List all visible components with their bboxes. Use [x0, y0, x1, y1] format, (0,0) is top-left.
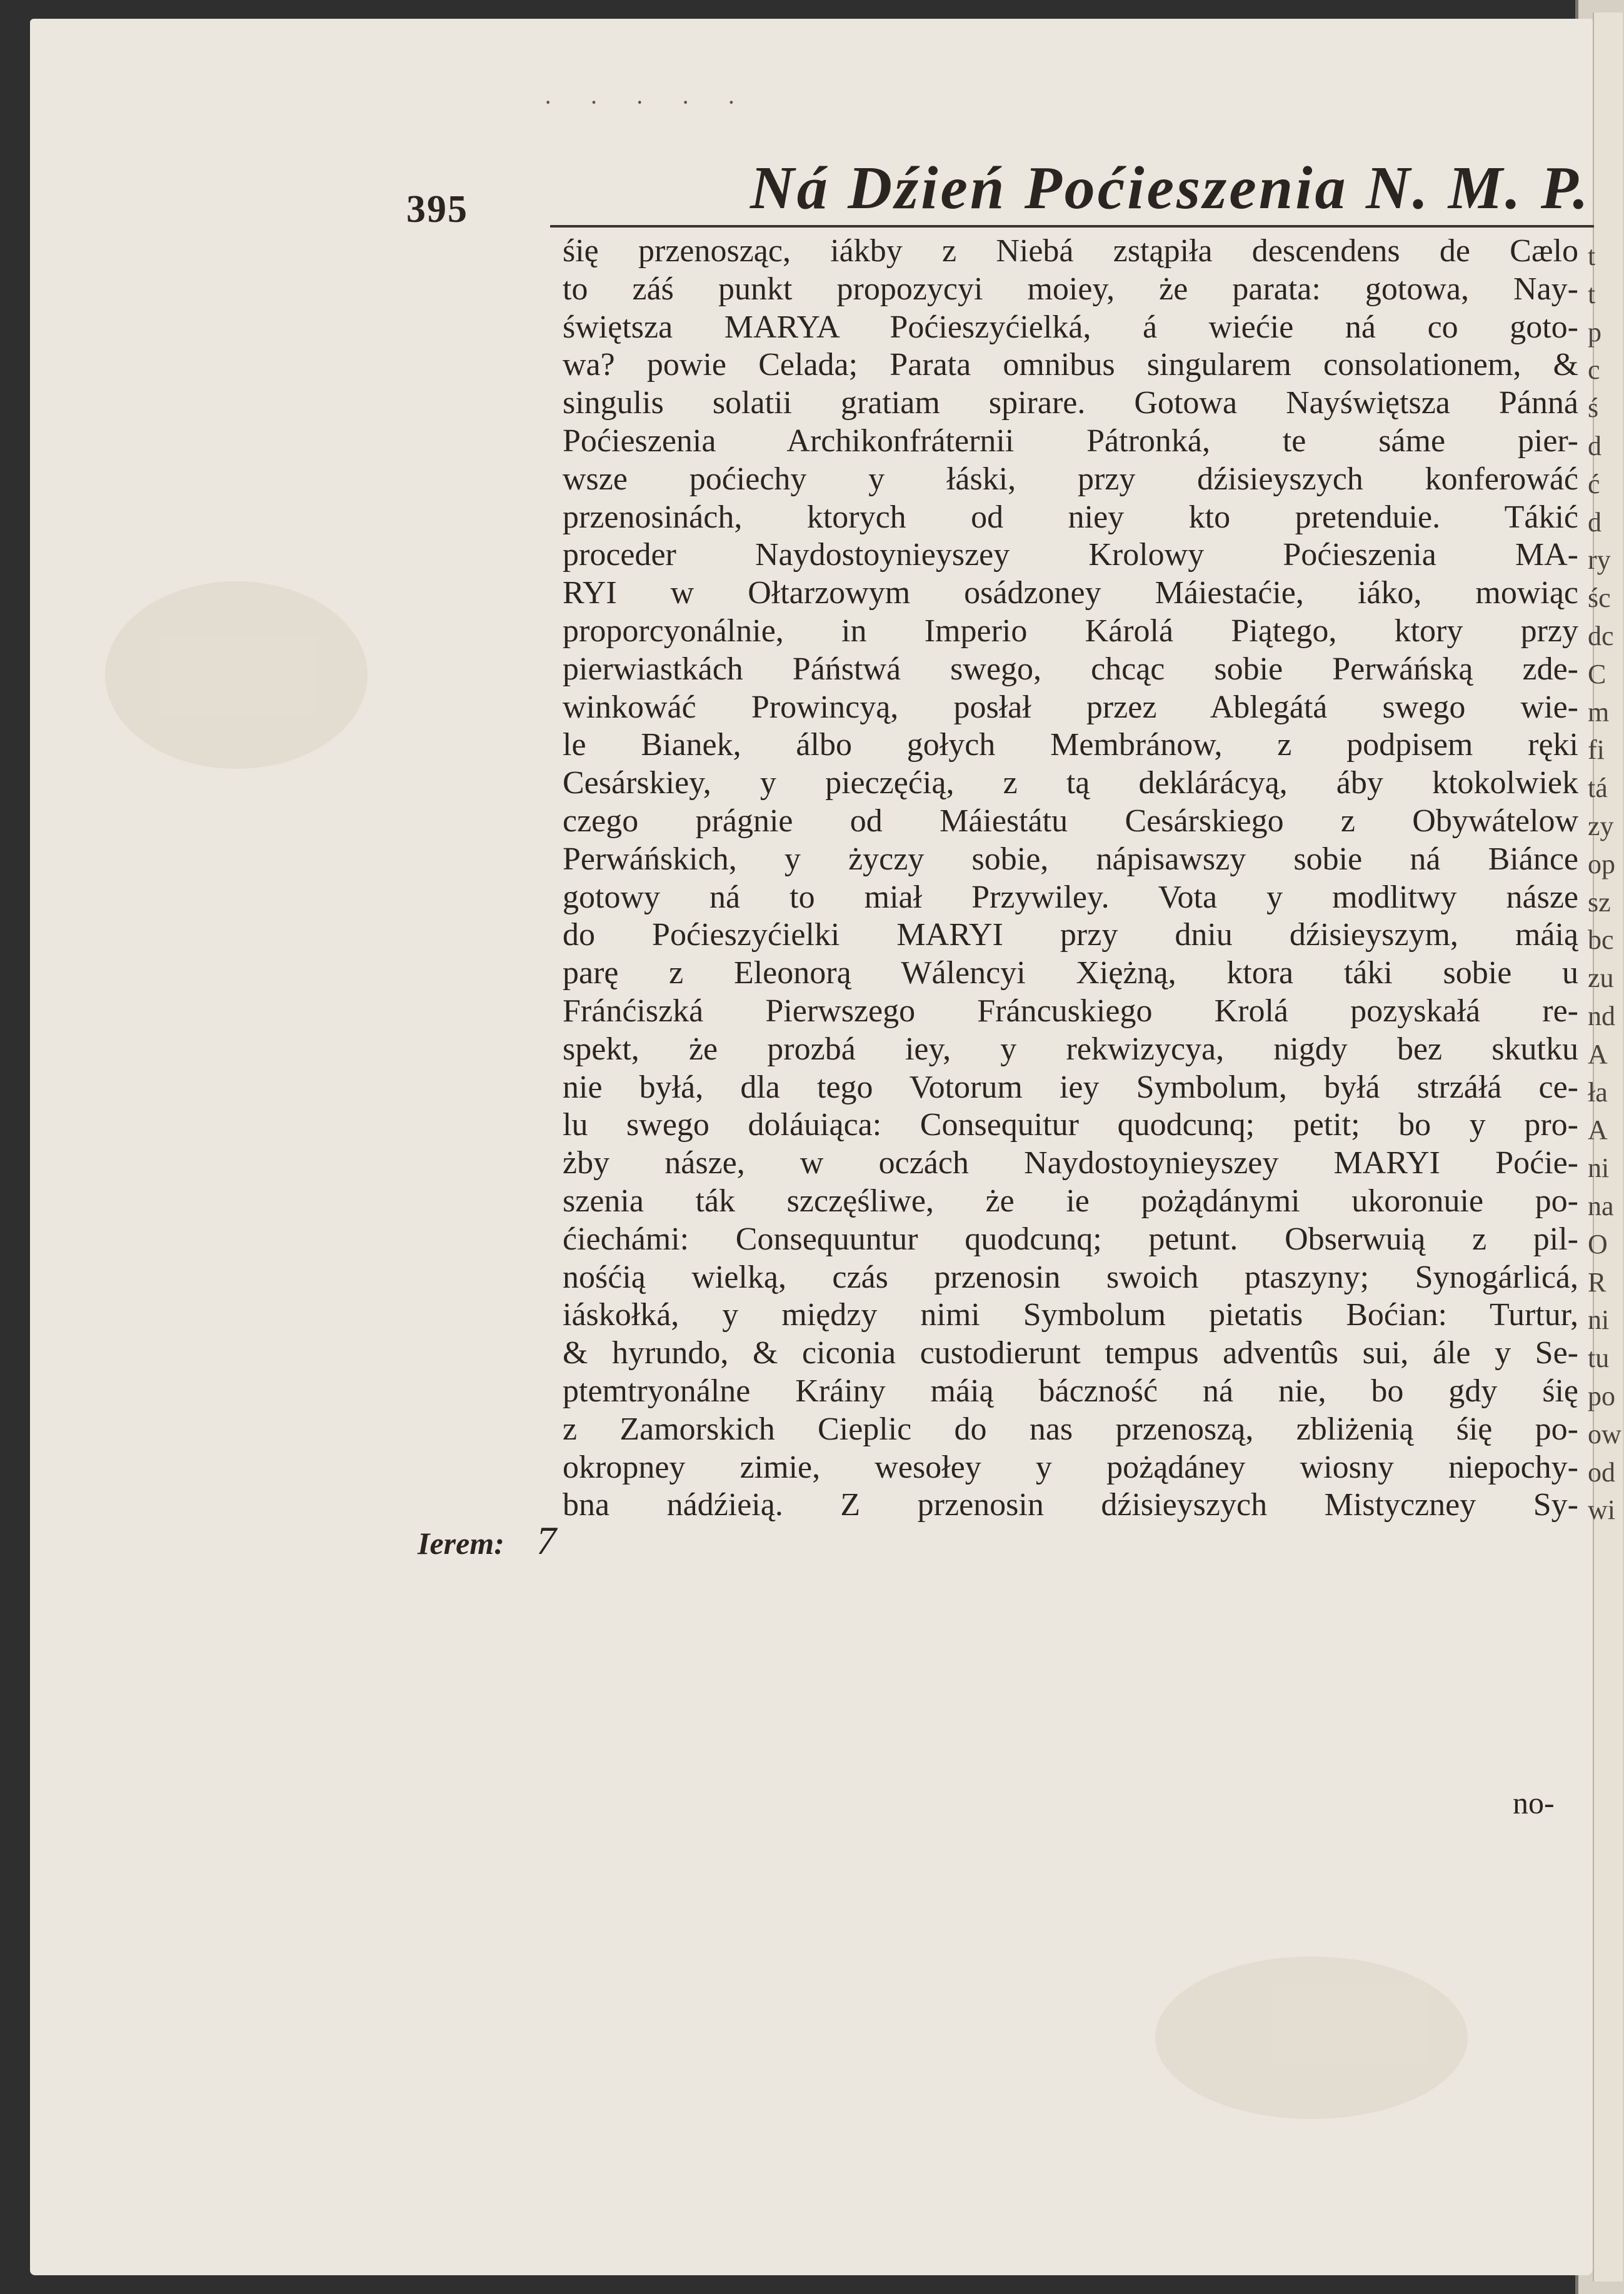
- text-line: nie byłá, dla tego Votorum iey Symbolum, byłá strzáłá ce-: [563, 1069, 1578, 1105]
- page-number: 395: [406, 188, 468, 231]
- facing-page-fragment: p: [1588, 316, 1601, 348]
- facing-page-fragment: ś: [1588, 393, 1599, 424]
- facing-page-fragment: t: [1588, 278, 1596, 309]
- text-line: szenia ták szczęśliwe, że ie pożądánymi ukoronuie po-: [563, 1183, 1578, 1219]
- facing-page-fragment: A: [1588, 1114, 1608, 1146]
- facing-page-fragment: od: [1588, 1456, 1615, 1488]
- text-line: ćiechámi: Consequuntur quodcunq; petunt. Obserwuią z pil-: [563, 1221, 1578, 1257]
- facing-page-text: [1588, 238, 1624, 1530]
- facing-page-fragment: O: [1588, 1228, 1608, 1260]
- text-line: proceder Naydostoynieyszey Krolowy Poćieszenia MA-: [563, 537, 1578, 573]
- facing-page-fragment: śc: [1588, 583, 1611, 614]
- catchword: no-: [1513, 1785, 1555, 1820]
- body-text: [563, 233, 1578, 1525]
- text-line: bna nádźieią. Z przenosin dźisieyszych Mistyczney Sy-: [563, 1487, 1578, 1523]
- facing-page-fragment: wi: [1588, 1495, 1615, 1526]
- margin-reference: Ierem:: [418, 1526, 504, 1561]
- facing-page-fragment: ow: [1588, 1418, 1621, 1450]
- facing-page-fragment: zu: [1588, 963, 1614, 994]
- facing-page-fragment: c: [1588, 354, 1600, 386]
- facing-page-fragment: zy: [1588, 810, 1614, 841]
- text-line: pierwiastkách Páństwá swego, chcąc sobie Perwáńską zde-: [563, 651, 1578, 687]
- text-line: winkowáć Prowincyą, posłał przez Ablegátá swego wie-: [563, 689, 1578, 725]
- text-line: parę z Eleonorą Wálencyi Xiężną, ktora táki sobie u: [563, 955, 1578, 991]
- facing-page-fragment: tu: [1588, 1343, 1610, 1374]
- facing-page-fragment: C: [1588, 658, 1606, 689]
- facing-page-fragment: ni: [1588, 1153, 1610, 1184]
- facing-page-fragment: fi: [1588, 734, 1605, 766]
- facing-page-fragment: t: [1588, 241, 1596, 271]
- facing-page-fragment: d: [1588, 430, 1601, 461]
- facing-page-fragment: A: [1588, 1038, 1608, 1069]
- text-line: wsze poćiechy y łáski, przy dźisieyszych konferowáć: [563, 461, 1578, 497]
- text-line: Poćieszenia Archikonfráternii Pátronká, te sáme pier-: [563, 423, 1578, 459]
- decorative-dots: ·····: [544, 88, 773, 116]
- text-line: przenosinách, ktorych od niey kto pretenduie. Tákić: [563, 499, 1578, 535]
- text-line: Cesárskiey, y pieczęćią, z tą deklárácyą, áby ktokolwiek: [563, 765, 1578, 801]
- facing-page-fragment: ry: [1588, 544, 1611, 576]
- paper-stain: [105, 581, 368, 769]
- text-line: do Poćieszyćielki MARYI przy dniu dźisieyszym, máią: [563, 917, 1578, 953]
- running-head: Ná Dźień Poćieszenia N. M. P.: [750, 154, 1591, 222]
- text-line: wa? powie Celada; Parata omnibus singularem consolationem, &: [563, 347, 1578, 383]
- text-line: Perwáńskich, y życzy sobie, nápisawszy sobie ná Biánce: [563, 841, 1578, 877]
- facing-page-fragment: op: [1588, 848, 1615, 879]
- text-line: singulis solatii gratiam spirare. Gotowa Nayświętsza Pánná: [563, 385, 1578, 421]
- text-line: gotowy ná to miał Przywiley. Vota y modlitwy násze: [563, 879, 1578, 915]
- text-line: le Bianek, álbo gołych Membránow, z podpisem ręki: [563, 727, 1578, 763]
- facing-page-fragment: tá: [1588, 773, 1608, 804]
- facing-page-fragment: bc: [1588, 924, 1614, 956]
- text-line: Fránćiszká Pierwszego Fráncuskiego Krolá pozyskałá re-: [563, 993, 1578, 1029]
- text-line: żby násze, w oczách Naydostoynieyszey MARYI Poćie-: [563, 1145, 1578, 1181]
- facing-page-fragment: ła: [1588, 1076, 1608, 1108]
- paper-stain: [1155, 1956, 1468, 2119]
- facing-page-fragment: d: [1588, 506, 1601, 538]
- facing-page-fragment: ni: [1588, 1305, 1610, 1336]
- text-line: to záś punkt propozycyi moiey, że parata: gotowa, Nay-: [563, 271, 1578, 307]
- facing-page-fragment: R: [1588, 1266, 1606, 1298]
- text-line: nośćią wielką, czás przenosin swoich ptaszyny; Synogárlicá,: [563, 1259, 1578, 1295]
- text-line: iáskołká, y między nimi Symbolum pietatis Boćian: Turtur,: [563, 1297, 1578, 1333]
- facing-page-fragment: po: [1588, 1380, 1615, 1411]
- text-line: & hyrundo, & ciconia custodierunt tempus adventûs sui, ále y Se-: [563, 1335, 1578, 1371]
- text-line: śię przenosząc, iákby z Niebá zstąpiła descendens de Cælo: [563, 233, 1578, 269]
- margin-verse-number: 7: [536, 1518, 556, 1563]
- text-line: z Zamorskich Cieplic do nas przenoszą, zbliżenią śię po-: [563, 1411, 1578, 1447]
- header-rule: [550, 225, 1594, 228]
- facing-page-fragment: dc: [1588, 620, 1614, 651]
- text-line: proporcyonálnie, in Imperio Károlá Piątego, ktory przy: [563, 613, 1578, 649]
- text-line: czego prágnie od Máiestátu Cesárskiego z Obywátelow: [563, 803, 1578, 839]
- text-line: RYI w Ołtarzowym osádzoney Máiestaćie, iáko, mowiąc: [563, 575, 1578, 611]
- facing-page-fragment: m: [1588, 696, 1610, 728]
- text-line: okropney zimie, wesołey y pożądáney wiosny niepochy-: [563, 1449, 1578, 1485]
- facing-page-fragment: ć: [1588, 468, 1600, 499]
- facing-page-fragment: nd: [1588, 1000, 1615, 1031]
- text-line: świętsza MARYA Poćieszyćielká, á wiećie ná co goto-: [563, 309, 1578, 345]
- text-line: spekt, że prozbá iey, y rekwizycya, nigdy bez skutku: [563, 1031, 1578, 1067]
- facing-page-fragment: sz: [1588, 886, 1611, 918]
- facing-page-fragment: na: [1588, 1190, 1614, 1221]
- text-line: lu swego doláuiąca: Consequitur quodcunq; petit; bo y pro-: [563, 1107, 1578, 1143]
- text-line: ptemtryonálne Kráiny máią báczność ná nie, bo gdy śię: [563, 1373, 1578, 1409]
